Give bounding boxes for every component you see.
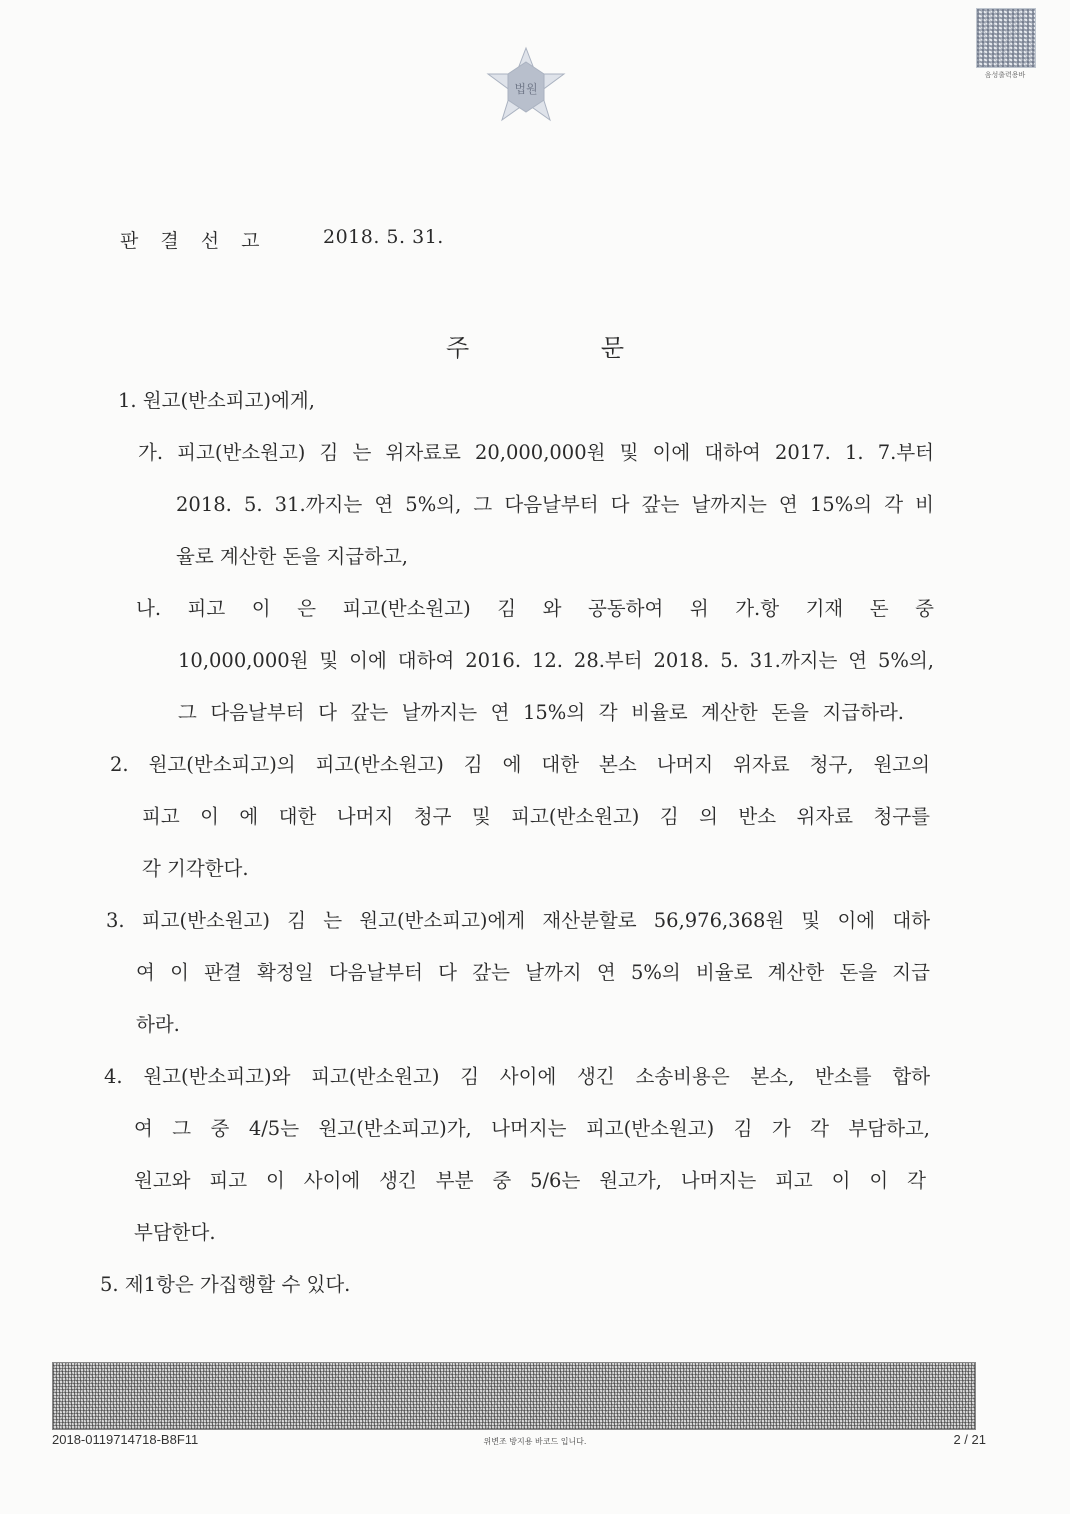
order-line-5: 나. 피고 이 은 피고(반소원고) 김 와 공동하여 위 가.항 기재 돈 중 — [136, 597, 934, 620]
order-line-8: 2. 원고(반소피고)의 피고(반소원고) 김 에 대한 본소 나머지 위자료 청구, 원고의 — [110, 753, 930, 776]
barcode-note: 위변조 방지용 바코드 입니다. — [483, 1437, 587, 1446]
order-line-7: 그 다음날부터 다 갚는 날까지는 연 15%의 각 비율로 계산한 돈을 지급하라. — [178, 701, 904, 724]
order-line-17: 부담한다. — [134, 1221, 216, 1244]
order-line-9: 피고 이 에 대한 나머지 청구 및 피고(반소원고) 김 의 반소 위자료 청구를 — [142, 805, 930, 828]
declaration-label: 판 결 선 고 — [120, 230, 264, 252]
order-line-12: 여 이 판결 확정일 다음날부터 다 갚는 날까지 연 5%의 비율로 계산한 돈을 지급 — [136, 961, 930, 984]
document-id: 2018-0119714718-B8F11 — [52, 1432, 199, 1447]
order-line-15: 여 그 중 4/5는 원고(반소피고)가, 나머지는 피고(반소원고) 김 가 각 부담하고, — [134, 1117, 930, 1140]
qr-code-label: 음성출력용바 — [984, 71, 1026, 79]
declaration-date: 2018. 5. 31. — [323, 226, 444, 248]
anti-forgery-barcode — [52, 1362, 976, 1430]
page-title: 주 문 — [446, 334, 686, 362]
order-line-18: 5. 제1항은 가집행할 수 있다. — [100, 1273, 351, 1296]
order-line-4: 율로 계산한 돈을 지급하고, — [176, 545, 409, 568]
order-line-16: 원고와 피고 이 사이에 생긴 부분 중 5/6는 원고가, 나머지는 피고 이 이 각 — [134, 1169, 926, 1192]
order-line-14: 4. 원고(반소피고)와 피고(반소원고) 김 사이에 생긴 소송비용은 본소, 반소를 합하 — [104, 1065, 930, 1088]
declaration — [120, 226, 444, 253]
order-line-10: 각 기각한다. — [142, 857, 249, 880]
order-line-3: 2018. 5. 31.까지는 연 5%의, 그 다음날부터 다 갚는 날까지는 연 15%의 각 비 — [176, 493, 934, 516]
order-line-1: 1. 원고(반소피고)에게, — [118, 389, 315, 412]
order-line-2: 가. 피고(반소원고) 김 는 위자료로 20,000,000원 및 이에 대하여 2017. 1. 7.부터 — [138, 441, 934, 464]
qr-code-image — [976, 8, 1036, 68]
order-line-6: 10,000,000원 및 이에 대하여 2016. 12. 28.부터 2018. 5. 31.까지는 연 5%의, — [178, 649, 934, 672]
court-emblem-icon — [478, 44, 574, 140]
court-emblem-text: 법원 — [514, 82, 538, 96]
page-number: 2 / 21 — [953, 1432, 986, 1447]
qr-code — [976, 8, 1034, 80]
order-line-11: 3. 피고(반소원고) 김 는 원고(반소피고)에게 재산분할로 56,976,368원 및 이에 대하 — [106, 909, 930, 932]
order-line-13: 하라. — [136, 1013, 180, 1036]
